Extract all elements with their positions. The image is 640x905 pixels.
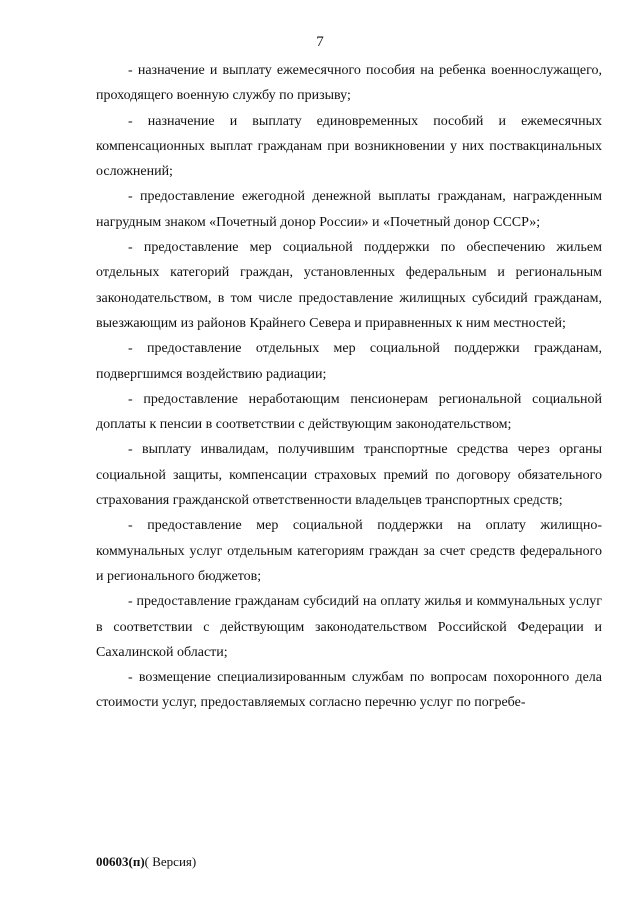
list-item: - возмещение специализированным службам по вопросам похоронного дела стоимости услуг, предоставляемых согласно перечню услуг по погребе- — [96, 670, 602, 711]
list-item: - предоставление мер социальной поддержки по обеспечению жильем отдельных категорий граждан, установленных федеральным и региональным законодательством, в том числе предоставление жилищных субсидий гражданам, выезжающим из районов Крайнего Севера и приравненных к ним местностей; — [96, 240, 602, 331]
list-item: - назначение и выплату ежемесячного пособия на ребенка военнослужащего, проходящего военную службу по призыву; — [96, 63, 602, 104]
list-item: - предоставление отдельных мер социальной поддержки гражданам, подвергшимся воздействию радиации; — [96, 341, 602, 382]
document-footer — [96, 854, 196, 870]
document-code: 00603(п) — [96, 854, 145, 869]
list-item: - предоставление гражданам субсидий на оплату жилья и коммунальных услуг в соответствии с действующим законодательством Российской Федерации и Сахалинской области; — [96, 594, 602, 660]
document-body — [96, 58, 602, 716]
list-item: - предоставление мер социальной поддержки на оплату жилищно-коммунальных услуг отдельным категориям граждан за счет средств федерального и регионального бюджетов; — [96, 518, 602, 584]
list-item: - назначение и выплату единовременных пособий и ежемесячных компенсационных выплат гражданам при возникновении у них поствакцинальных осложнений; — [96, 113, 602, 180]
list-item: - выплату инвалидам, получившим транспортные средства через органы социальной защиты, компенсации страховых премий по договору обязательного страхования гражданской ответственности владельцев транспортных средств; — [96, 442, 602, 509]
page-number: 7 — [316, 34, 324, 50]
document-version: ( Версия) — [144, 854, 197, 869]
list-item: - предоставление неработающим пенсионерам региональной социальной доплаты к пенсии в соответствии с действующим законодательством; — [96, 391, 602, 433]
list-item: - предоставление ежегодной денежной выплаты гражданам, награжденным нагрудным знаком «Почетный донор России» и «Почетный донор СССР»; — [96, 189, 602, 230]
